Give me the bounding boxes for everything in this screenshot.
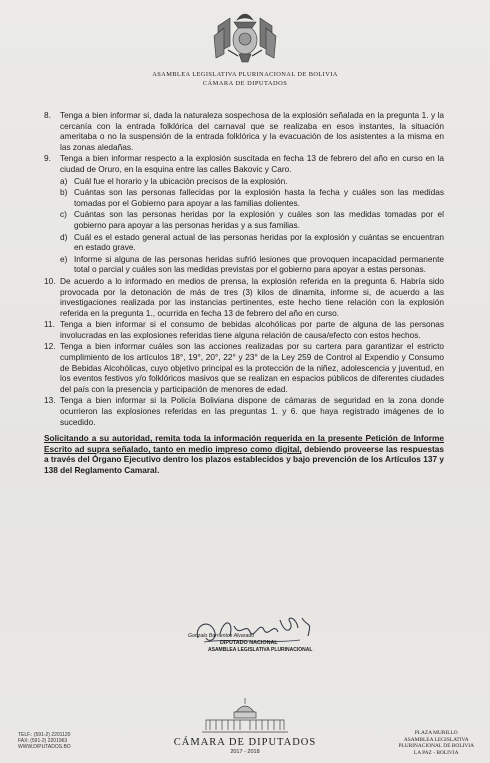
item-number: 11. xyxy=(44,319,55,330)
item-number: 12. xyxy=(44,341,56,352)
footer-legislature-years: 2017 - 2018 xyxy=(230,749,260,755)
address-line: ASAMBLEA LEGISLATIVA xyxy=(403,736,469,743)
signatory-name: Gonzalo Barrientos Alvarado xyxy=(188,633,255,639)
footer-address xyxy=(398,730,474,756)
item-text: Tenga a bien informar si, dada la naturaleza sospechosa de la explosión señalada en la pregunta 1. y la cercanía con la entrada folklórica del carnaval que se realizaba en esos instantes, la situación ameritaba o no la suspensión de la entrada folklórica y la evacuación de los asistentes a la misma en las zonas aledañas. xyxy=(60,110,444,152)
item-text: Tenga a bien informar si la Policía Boliviana dispone de cámaras de seguridad en la zona donde ocurrieron las explosiones referidas en las preguntas 1. y 6. que haya registrado imágenes de lo sucedido. xyxy=(60,395,444,427)
footer-fax: FAX: (591-2) 2201963 xyxy=(18,738,68,744)
footer-website: WWW.DIPUTADOS.BO xyxy=(18,744,71,750)
sub-item-letter: c) xyxy=(60,209,67,220)
sub-item-letter: b) xyxy=(60,187,68,198)
sub-item-letter: d) xyxy=(60,231,68,242)
item-number: 8. xyxy=(44,110,51,120)
closing-text: debiendo proveerse las respuestas a través del Órgano Ejecutivo dentro los plazos establecidos y bajo prevención de los Artículos 137 y 138 del Reglamento Camaral. xyxy=(44,443,445,475)
letterhead xyxy=(0,0,490,112)
sub-list-item xyxy=(60,209,444,230)
sub-item-text: Informe si alguna de las personas heridas sufrió lesiones que provoquen incapacidad permanente total o parcial y cuáles son las medidas previstas por el gobierno para apoyar a estas personas. xyxy=(74,253,444,275)
legislature-name: ASAMBLEA LEGISLATIVA PLURINACIONAL DE BOLIVIA xyxy=(152,71,338,78)
sub-list-item xyxy=(60,254,444,275)
item-number: 10. xyxy=(44,275,56,286)
list-item xyxy=(44,319,444,340)
footer-phone: TELF.: (591-2) 2201120 xyxy=(18,732,71,738)
sub-list-item xyxy=(60,187,444,208)
item-text: Tenga a bien informar si el consumo de bebidas alcohólicas por parte de alguna de las personas involucradas en las explosiones referidas tiene alguna relación de causa/efecto con estos hechos. xyxy=(60,319,444,340)
coat-of-arms-icon xyxy=(210,6,280,64)
item-number: 9. xyxy=(44,153,51,164)
list-item xyxy=(44,276,444,318)
sub-item-text: Cuántas son las personas fallecidas por la explosión hasta la fecha y cuáles son las medidas tomadas por el Gobierno para apoyar a las familias dolientes. xyxy=(74,187,444,208)
sub-item-text: Cuál fue el horario y la ubicación precisos de la explosión. xyxy=(74,175,288,186)
item-text: Tenga a bien informar respecto a la explosión suscitada en fecha 13 de febrero del año en curso en la ciudad de Oruro, en la esquina entre las calles Bakovic y Caro. xyxy=(60,153,444,174)
address-line: PLURINACIONAL DE BOLIVIA xyxy=(398,743,474,749)
sub-item-letter: a) xyxy=(60,175,68,186)
signatory-organization: ASAMBLEA LEGISLATIVA PLURINACIONAL xyxy=(208,647,313,653)
sub-item-letter: e) xyxy=(60,253,68,264)
sub-item-text: Cuántas son las personas heridas por la explosión y cuáles son las medidas tomadas por el gobierno para apoyar a las personas heridas y a sus familias. xyxy=(74,209,444,230)
address-line: PLAZA MURILLO xyxy=(414,730,458,736)
address-line: LA PAZ - BOLIVIA xyxy=(413,749,459,756)
closing-underlined-text: Solicitando a su autoridad, remita toda la información requerida en la presente Petición de Informe Escrito ad supra señalado, tanto en medio impreso como digital, xyxy=(44,433,444,454)
footer-chamber-title: CÁMARA DE DIPUTADOS xyxy=(173,737,317,748)
closing-paragraph xyxy=(44,433,444,475)
document-body xyxy=(44,110,444,476)
item-text: De acuerdo a lo informado en medios de prensa, la explosión referida en la pregunta 6. Habría sido provocada por la detonación de más de tres (3) kilos de dinamita, informe si, de acuerdo a las investigaciones realizada por las instancias pertinentes, este hecho tiene relación con la explosión referida en la pregunta 1., ocurrida en fecha 13 de febrero del año en curso. xyxy=(60,275,444,318)
list-item xyxy=(44,110,444,152)
parliament-building-icon xyxy=(200,694,290,734)
list-item xyxy=(44,395,444,427)
item-number: 13. xyxy=(44,395,56,406)
item-text: Tenga a bien informar cuáles son las acciones realizadas por su cartera para garantizar el estricto cumplimiento de los artículos 18°, 19°, 20°, 22° y 23° de la Ley 259 de Control al Expendio y Consumo de Bebidas Alcohólicas, cuyo objetivo principal es la protección de la niñez, adolescencia y juventud, en los eventos festivos y/o folklóricos masivos que se realizan en espacios públicos de diferentes ciudades del país con la presencia y participación de menores de edad. xyxy=(60,341,444,394)
sub-item-text: Cuál es el estado general actual de las personas heridas por la explosión y cuántas se encuentran en estado grave. xyxy=(74,231,444,253)
sub-list-item xyxy=(60,232,444,253)
chamber-name: CÁMARA DE DIPUTADOS xyxy=(202,80,288,87)
list-item xyxy=(44,153,444,174)
sub-list-item xyxy=(60,176,444,187)
list-item xyxy=(44,341,444,394)
signatory-title: DIPUTADO NACIONAL xyxy=(220,640,278,646)
